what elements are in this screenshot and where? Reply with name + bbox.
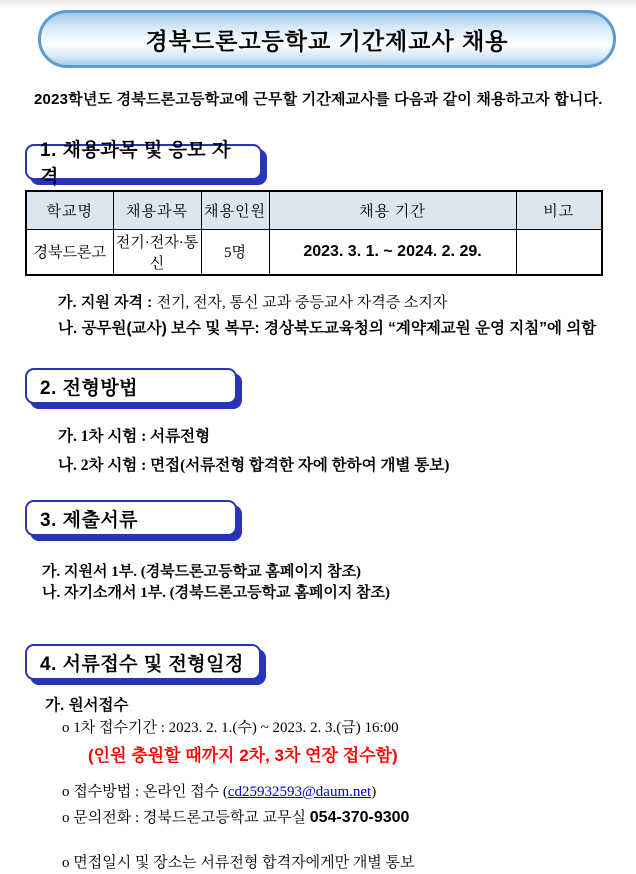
header-school: 학교명	[26, 191, 113, 229]
table-row	[26, 229, 602, 275]
section2-heading-label: 2. 전형방법	[40, 377, 139, 399]
table-header-row	[26, 191, 602, 229]
section2-item-first-exam: 가. 1차 시험 : 서류전형	[58, 428, 211, 445]
section4-reception-period: o 1차 접수기간 : 2023. 2. 1.(수) ~ 2023. 2. 3.(금) 16:00	[62, 720, 399, 736]
section2-item-second-exam: 나. 2차 시험 : 면접(서류전형 합격한 자에 한하여 개별 통보)	[58, 457, 450, 474]
section4-reception-method	[62, 780, 376, 801]
header-subject: 채용과목	[113, 191, 201, 229]
section4-interview-notice: o 면접일시 및 장소는 서류전형 합격자에게만 개별 통보	[62, 855, 415, 871]
section1-heading-label: 1. 채용과목 및 응모 자격	[40, 140, 231, 188]
section3-heading-label: 3. 제출서류	[40, 509, 139, 531]
qualification-text: 전기, 전자, 통신 교과 중등교사 자격증 소지자	[156, 295, 448, 311]
cell-count: 5명	[201, 229, 269, 275]
scan-artifact-top	[0, 0, 636, 8]
section3-heading	[25, 500, 237, 536]
header-count: 채용인원	[201, 191, 269, 229]
phone-number: 054-370-9300	[309, 809, 410, 826]
qualification-label: 가. 지원 자격 :	[58, 294, 153, 311]
title-banner	[38, 10, 616, 68]
section4-extension-note: (인원 충원할 때까지 2차, 3차 연장 접수함)	[88, 746, 398, 765]
method-suffix: )	[371, 784, 377, 800]
section4-contact-phone	[62, 806, 409, 827]
section1-item-pay-duty: 나. 공무원(교사) 보수 및 복무: 경상북도교육청의 “계약제교원 운영 지침”에 의함	[58, 320, 597, 337]
phone-prefix: o 문의전화 : 경북드론고등학교 교무실	[62, 810, 310, 826]
section3-item-self-intro: 나. 자기소개서 1부. (경북드론고등학교 홈페이지 참조)	[42, 585, 391, 601]
header-note: 비고	[516, 191, 602, 229]
cell-school: 경북드론고	[26, 229, 113, 275]
section1-item-qualification	[58, 291, 447, 312]
header-period: 채용 기간	[269, 191, 516, 229]
cell-subject: 전기·전자·통신	[113, 229, 201, 275]
page-title: 경북드론고등학교 기간제교사 채용	[145, 27, 509, 54]
cell-period: 2023. 3. 1. ~ 2024. 2. 29.	[269, 229, 516, 275]
email-link[interactable]: cd25932593@daum.net	[227, 784, 372, 800]
intro-text: 2023학년도 경북드론고등학교에 근무할 기간제교사를 다음과 같이 채용하고자 합니다.	[34, 91, 603, 108]
section4-heading	[25, 644, 261, 680]
section4-heading-label: 4. 서류접수 및 전형일정	[40, 653, 244, 675]
method-prefix: o 접수방법 : 온라인 접수 (	[62, 784, 228, 800]
recruitment-table	[25, 190, 603, 276]
section4-subheading: 가. 원서접수	[45, 697, 129, 714]
cell-note	[516, 229, 602, 275]
section3-item-application: 가. 지원서 1부. (경북드론고등학교 홈페이지 참조)	[42, 564, 362, 580]
section1-heading	[25, 140, 262, 188]
section2-heading	[25, 368, 237, 404]
